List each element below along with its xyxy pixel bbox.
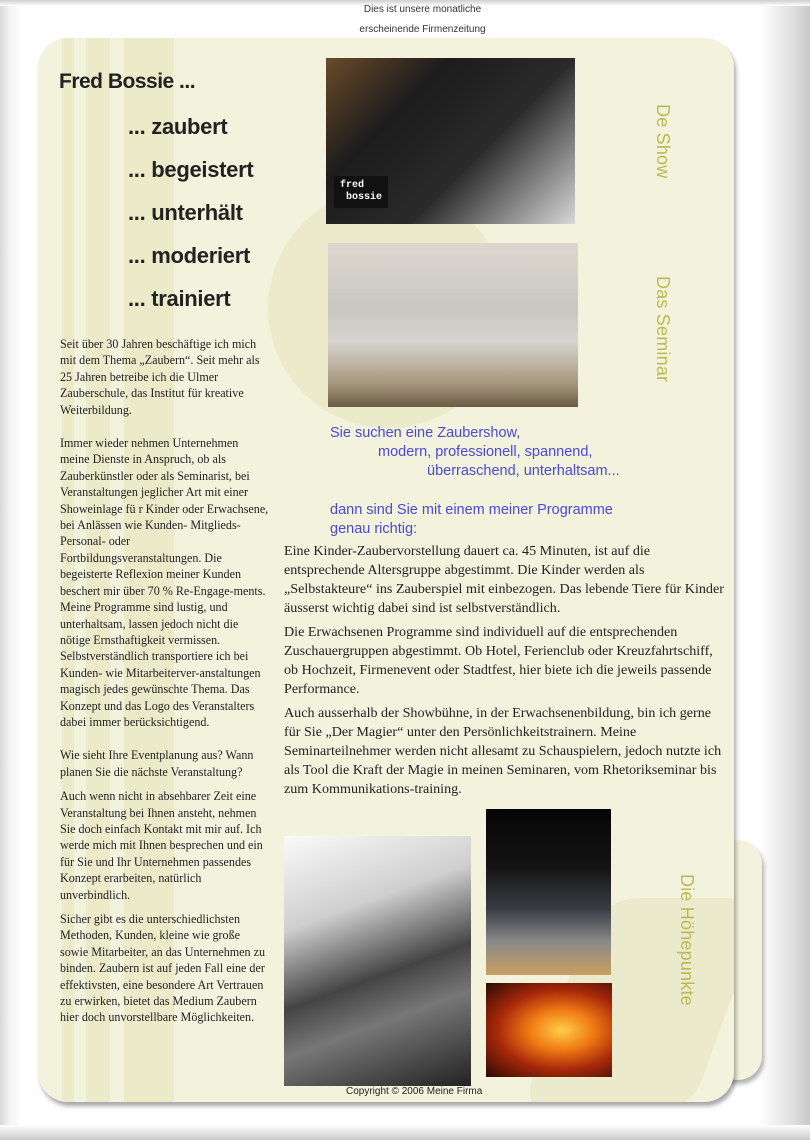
firewalk-photo [486, 809, 611, 975]
verb-list [128, 112, 253, 327]
tab-show[interactable]: De Show [653, 104, 673, 179]
seminar-photo [328, 243, 578, 407]
bottom-shadow [0, 1125, 810, 1140]
services-paragraph: Immer wieder nehmen Unternehmen meine Dienste in Anspruch, ob als Zauberkünstler oder als Seminarist, bei Veranstaltungen jeglicher Art mit einer Showeinlage fü r Kinder oder Erwachsene, bei Anlässen wie Kunden- Mitglieds- Personal- oder Fortbildungsveranstaltungen. Die begeisterte Reflexion meiner Kunden beschert mir über 70 % Re-Engage-ments. Meine Programme sind lustig, und unterhaltsam, lassen jedoch nicht die nötige Ernsthaftigkeit vermissen. Selbstverständlich transportiere ich bei Kunden- wie Mitarbeiterver-anstaltungen magisch jedes gewünschte Thema. Das Konzept und das Logo des Veranstalters dabei immer berücksichtigend. [60, 436, 269, 729]
promo-text [330, 424, 620, 539]
verb-item: ... trainiert [128, 286, 231, 311]
left-column-text [60, 336, 270, 1034]
fred-bossie-sign: fred bossie [334, 176, 388, 208]
verb-item: ... begeistert [128, 157, 254, 182]
question-paragraph: Wie sieht Ihre Eventplanung aus? Wann planen Sie die nächste Veranstaltung? [60, 748, 254, 779]
page-title: Fred Bossie ... [59, 70, 196, 93]
promo-line: Sie suchen eine Zaubershow, [330, 425, 521, 441]
verb-item: ... unterhält [128, 200, 243, 225]
tab-highlights[interactable]: Die Höhepunkte [677, 874, 697, 1006]
tab-seminar[interactable]: Das Seminar [653, 276, 673, 383]
adult-show-paragraph: Die Erwachsenen Programme sind individuell auf die entsprechenden Zuschauergruppen abgestimmt. Ob Hotel, Ferienclub oder Kreuzfahrtschiff, ob Hochzeit, Firmenevent oder Stadtfest, hier biete ich die jeweils passende Performance. [284, 624, 713, 697]
newsletter-note-line1: Dies ist unsere monatliche [363, 4, 482, 15]
kids-show-paragraph: Eine Kinder-Zaubervorstellung dauert ca. 45 Minuten, ist auf die entsprechende Altersgruppe abgestimmt. Die Kinder werden als „Selbstakteure“ ins Zauberspiel mit einbezogen. Das lebende Tiere für Kinder äusserst wichtig dabei sind ist selbstverständlich. [284, 543, 724, 616]
newsletter-note-line2: erscheinende Firmenzeitung [359, 24, 486, 35]
intro-paragraph: Seit über 30 Jahren beschäftige ich mich mit dem Thema „Zaubern“. Seit mehr als 25 Jahren betreibe ich die Ulmer Zauberschule, das Institut für kreative Weiterbildung. [60, 337, 260, 417]
right-column-text [284, 542, 724, 804]
verb-item: ... moderiert [128, 243, 251, 268]
contact-paragraph: Auch wenn nicht in absehbarer Zeit eine Veranstaltung bei Ihnen ansteht, nehmen Sie doch einfach Kontakt mit mir auf. Ich werde mich mit Ihnen besprechen und ein für Sie und Ihr Unternehmen passendes Konzept erarbeiten, natürlich unverbindlich. [60, 789, 263, 902]
verb-item: ... zaubert [128, 114, 228, 139]
promo-line: modern, professionell, spannend, [378, 444, 593, 460]
promo-line: dann sind Sie mit einem meiner Programme [330, 502, 613, 518]
training-paragraph: Auch ausserhalb der Showbühne, in der Erwachsenenbildung, bin ich gerne für Sie „Der Magier“ unter den Persönlichkeitstrainern. Meine Seminarteilnehmer werden nicht allesamt zu Schauspielern, jedoch nutzte ich als Tool die Kraft der Magie in meinen Seminaren, vom Rhetorikseminar bis zum Kommunikations-training. [284, 705, 722, 797]
newsletter-note [300, 0, 545, 40]
promo-line: genau richtig: [330, 521, 418, 537]
fire-photo [486, 983, 612, 1077]
methods-paragraph: Sicher gibt es die unterschiedlichsten Methoden, Kunden, kleine wie große sowie Mitarbeiter, an das Unternehmen zu binden. Zaubern ist auf jeden Fall eine der effektivsten, eine besondere Art Vertrauen zu erwirken, bietet das Medium Zaubern hier doch unvorstellbare Möglichkeiten. [60, 912, 266, 1025]
promo-line: überraschend, unterhaltsam... [427, 463, 620, 479]
magician-frame-photo [284, 836, 471, 1086]
copyright: Copyright © 2006 Meine Firma [346, 1086, 483, 1097]
show-photo [326, 58, 575, 224]
